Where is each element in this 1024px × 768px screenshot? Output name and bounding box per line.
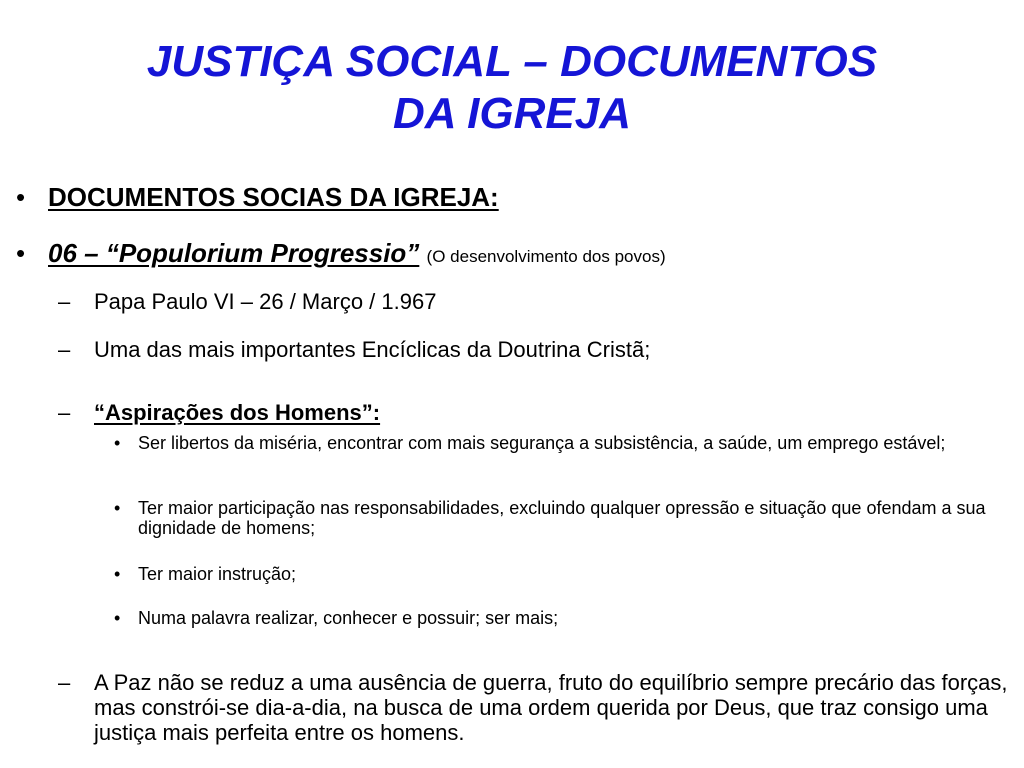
document-subtitle: (O desenvolvimento dos povos) xyxy=(426,247,666,266)
aspiracoes-heading: “Aspirações dos Homens”: xyxy=(94,400,381,425)
dash-marker: – xyxy=(58,289,71,314)
sub-bullet-item xyxy=(114,433,1008,453)
slide-title xyxy=(0,36,1024,140)
bullet-marker: • xyxy=(16,182,26,212)
dash-marker: – xyxy=(58,400,71,425)
dash-item-aspiracoes xyxy=(58,400,381,426)
section-heading: DOCUMENTOS SOCIAS DA IGREJA: xyxy=(48,182,499,212)
sub-bullet-text: Numa palavra realizar, conhecer e possuir; ser mais; xyxy=(138,608,559,628)
sub-bullet-marker: • xyxy=(114,498,121,518)
bullet-item-heading xyxy=(16,182,499,212)
dash-marker: – xyxy=(58,670,71,695)
dash-item-paz xyxy=(58,670,1019,745)
sub-bullet-text: Ser libertos da miséria, encontrar com mais segurança a subsistência, a saúde, um emprego estável; xyxy=(138,433,946,453)
dash-item-papa xyxy=(58,289,437,315)
sub-bullet-text: Ter maior instrução; xyxy=(138,564,297,584)
sub-bullet-marker: • xyxy=(114,608,121,628)
sub-bullet-item xyxy=(114,608,1008,628)
sub-bullet-marker: • xyxy=(114,433,121,453)
sub-bullet-item xyxy=(114,498,1008,538)
dash-item-enciclica xyxy=(58,337,651,363)
sub-bullet-text: Ter maior participação nas responsabilidades, excluindo qualquer opressão e situação que ofendam a sua dignidade de homens; xyxy=(138,498,986,538)
slide-title-line-2: DA IGREJA xyxy=(393,89,631,138)
dash-item-text: Uma das mais importantes Encíclicas da Doutrina Cristã; xyxy=(94,337,651,362)
sub-bullet-item xyxy=(114,564,1008,584)
dash-marker: – xyxy=(58,337,71,362)
dash-item-text: Papa Paulo VI – 26 / Março / 1.967 xyxy=(94,289,437,314)
bullet-item-document xyxy=(16,238,666,272)
slide-title-line-1: JUSTIÇA SOCIAL – DOCUMENTOS xyxy=(146,37,878,86)
bullet-marker: • xyxy=(16,238,26,268)
sub-bullet-marker: • xyxy=(114,564,121,584)
dash-item-text: A Paz não se reduz a uma ausência de guerra, fruto do equilíbrio sempre precário das forças, mas constrói-se dia-a-dia, na busca de uma ordem querida por Deus, que traz consigo uma justiça mais perfeita entre os homens. xyxy=(94,670,1008,745)
document-title: 06 – “Populorium Progressio” xyxy=(48,238,420,268)
